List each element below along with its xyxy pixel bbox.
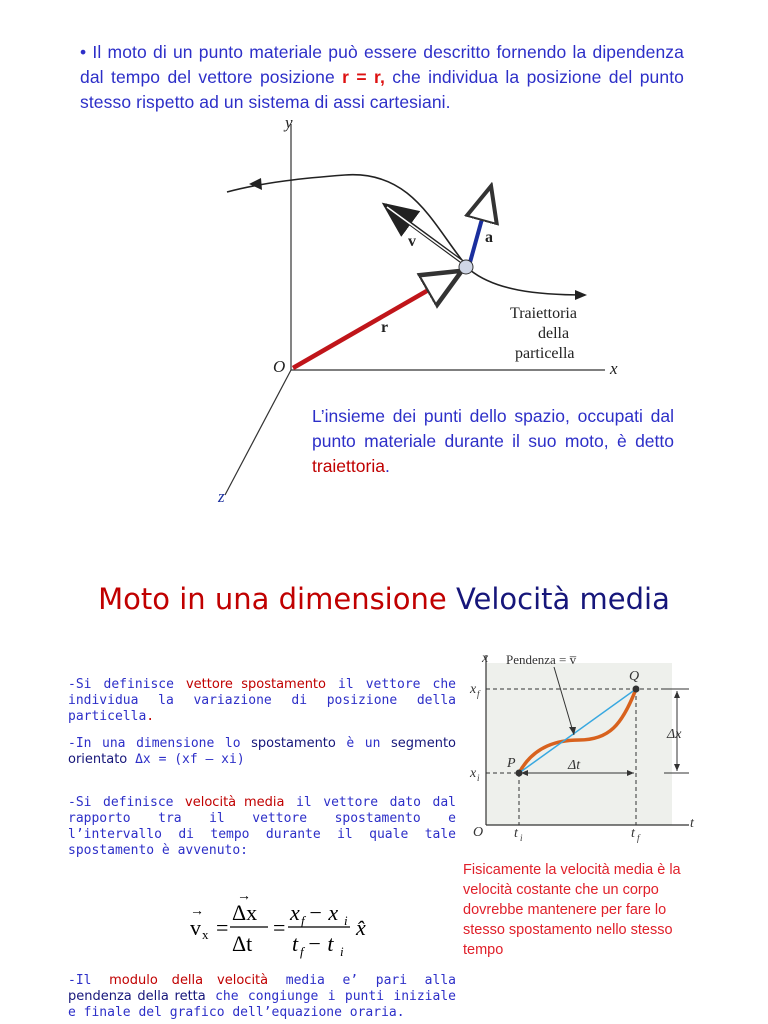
graph-axis-t-label: t <box>690 816 694 831</box>
section-heading <box>0 582 768 616</box>
tf-label: t <box>631 826 635 841</box>
particle-dot <box>459 260 473 274</box>
para4-lead: -Il <box>68 973 110 988</box>
formula-num1: Δx <box>232 900 258 925</box>
slope-label: Pendenza = v̅ <box>506 652 577 667</box>
tf-sub: f <box>637 833 640 843</box>
term-pendenza-retta: pendenza della retta <box>68 989 206 1004</box>
heading-part1: Moto in una dimensione <box>98 582 447 616</box>
formula-num2-minus: − x <box>308 900 339 925</box>
point-q-label: Q <box>629 669 640 684</box>
para1-end: . <box>146 709 155 724</box>
trajectory-label-line3: particella <box>515 345 575 362</box>
position-vector-r <box>293 273 458 368</box>
average-velocity-formula <box>180 885 400 965</box>
intro-text-before: Il moto di un punto materiale può essere descritto fornendo la dipendenza dal tempo del vettore posizione <box>80 42 684 87</box>
svg-text:=: = <box>273 915 286 940</box>
intro-paragraph <box>80 40 684 115</box>
xf-sub: f <box>477 689 480 699</box>
trajectory-definition <box>312 404 674 479</box>
point-p <box>516 770 523 777</box>
position-vector-symbol: r = r, <box>342 67 385 87</box>
delta-x-label: Δx <box>667 727 682 742</box>
term-modulo-velocita: modulo della velocità <box>109 973 269 988</box>
displacement-definition <box>68 677 456 725</box>
trajectory-arrow-start <box>575 290 587 300</box>
formula-den2-i: i <box>340 944 344 959</box>
svg-text:→: → <box>190 904 204 919</box>
intro-bullet: • <box>80 42 87 62</box>
graph-background <box>486 663 672 825</box>
heading-part2: Velocità media <box>455 582 670 616</box>
xi-label: x <box>470 766 477 781</box>
xi-sub: i <box>477 773 480 783</box>
graph-origin-label: O <box>473 825 484 840</box>
point-p-label: P <box>507 756 516 771</box>
acceleration-vector-a <box>469 190 490 266</box>
formula-num2-i: i <box>344 913 348 928</box>
formula-den2: t <box>292 931 299 956</box>
average-velocity-definition <box>68 795 456 859</box>
para3-lead: -Si definisce <box>68 795 186 810</box>
svg-text:→: → <box>237 889 251 904</box>
point-q <box>633 686 640 693</box>
speed-slope-paragraph <box>68 973 456 1021</box>
para3-rest: il vettore dato dal rapporto tra il vettore spostamento e l’intervallo di tempo durante il quale tale spostamento è avvenuto: <box>68 795 456 858</box>
formula-lhs-sub: x <box>202 927 209 942</box>
para1-lead: -Si definisce <box>68 677 186 692</box>
trajectory-label-line2: della <box>538 325 570 342</box>
para4-mid: media e’ pari alla <box>268 973 456 988</box>
trajectory-term: traiettoria <box>312 456 385 476</box>
vector-label-v: v <box>408 233 416 250</box>
position-time-graph <box>464 645 704 845</box>
formula-lhs: v <box>190 915 201 940</box>
formula-den2-f: f <box>300 944 304 959</box>
trajectory-arrow-end <box>249 178 262 190</box>
para2-mid: è un <box>335 736 392 751</box>
ti-sub: i <box>520 833 523 843</box>
z-axis-line <box>225 370 291 495</box>
term-spostamento: spostamento <box>251 736 336 751</box>
delta-t-label: Δt <box>568 758 581 773</box>
vector-label-a: a <box>485 229 493 246</box>
axis-label-z: z <box>218 487 225 506</box>
physical-meaning-note: Fisicamente la velocità media è la velocità costante che un corpo dovrebbe mantenere per fare lo stesso spostamento nello stesso tempo <box>463 862 681 958</box>
para4-rest: che congiunge i punti iniziale e finale del grafico dell’equazione oraria. <box>68 989 456 1020</box>
formula-den1: Δt <box>232 931 253 956</box>
intro-text-after: che individua la posizione del punto stesso rispetto ad un sistema di assi cartesiani. <box>80 67 685 112</box>
term-vettore-spostamento: vettore spostamento <box>185 677 326 692</box>
graph-axis-x-label: x <box>482 651 489 666</box>
trajectory-label-line1: Traiettoria <box>510 305 577 322</box>
para2-lead: -In una dimensione lo <box>68 736 252 751</box>
axis-label-y: y <box>285 113 293 132</box>
term-velocita-media: velocità media <box>185 795 285 810</box>
formula-xhat: x̂ <box>356 915 366 940</box>
term-segmento-orientato: segmento orientato <box>68 736 456 767</box>
formula-num2-f: f <box>301 913 305 928</box>
formula-num2: x <box>290 900 300 925</box>
trajectory-def-text: L’insieme dei punti dello spazio, occupati dal punto materiale durante il suo moto, è detto <box>312 406 674 451</box>
xf-label: x <box>470 682 477 697</box>
axis-label-x: x <box>610 359 618 378</box>
para2-formula: Δx = (xf – xi) <box>127 752 245 767</box>
vector-label-r: r <box>381 319 389 336</box>
origin-label: O <box>273 357 286 376</box>
ti-label: t <box>514 826 518 841</box>
formula-den2-minus: − t <box>307 931 334 956</box>
trajectory-curve <box>227 175 585 295</box>
para1-rest: il vettore che individua la variazione di posizione della particella <box>68 677 456 724</box>
one-dimension-displacement <box>68 736 456 768</box>
svg-text:=: = <box>216 915 229 940</box>
trajectory-def-end: . <box>384 456 390 476</box>
